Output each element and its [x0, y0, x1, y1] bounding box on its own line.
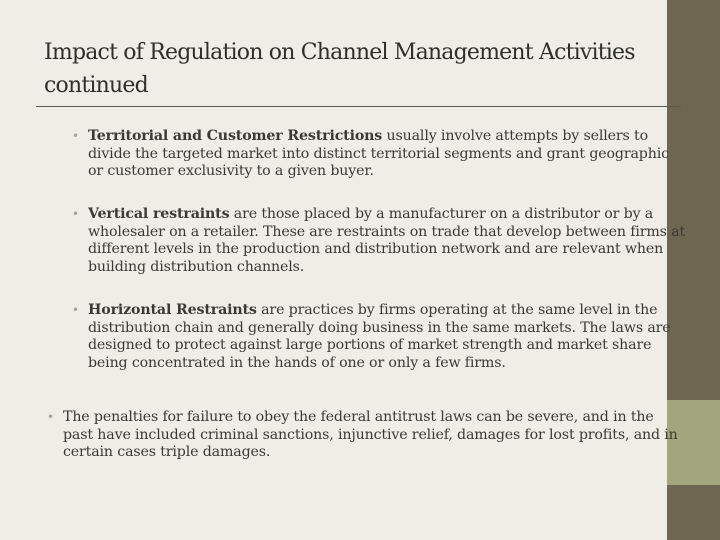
bullet-text: usually involve attempts by sellers to divide the targeted market into distinct territorial segments and grant geographic or customer exclusivity to a given buyer. [88, 128, 669, 179]
bullet-horizontal-restraints [72, 302, 688, 372]
bullet-text: are practices by firms operating at the same level in the distribution chain and generally doing business in the same markets. The laws are designed to protect against large portions of market strength and market share being concentrated in the hands of one or only a few firms. [88, 302, 671, 371]
bullet-text: are those placed by a manufacturer on a distributor or by a wholesaler on a retailer. These are restraints on trade that develop between firms at different levels in the production and distribution network and are relevant when building distribution channels. [88, 206, 685, 275]
title-divider [36, 106, 681, 107]
bullet-antitrust-penalties [47, 409, 678, 462]
bullet-term: Horizontal Restraints [88, 302, 257, 318]
bullet-dot-icon: • [72, 129, 79, 143]
bullet-dot-icon: • [72, 303, 79, 317]
bullet-term: Vertical restraints [88, 206, 230, 222]
bullet-text: The penalties for failure to obey the federal antitrust laws can be severe, and in the past have included criminal sanctions, injunctive relief, damages for lost profits, and in certain cases triple damages. [63, 409, 678, 460]
bullet-dot-icon: • [47, 410, 54, 424]
bullet-dot-icon: • [72, 207, 79, 221]
bullet-term: Territorial and Customer Restrictions [88, 128, 383, 144]
slide-title: Impact of Regulation on Channel Management Activities continued [44, 40, 635, 98]
bullet-territorial-restrictions [72, 128, 688, 181]
bullet-vertical-restraints [72, 206, 688, 276]
